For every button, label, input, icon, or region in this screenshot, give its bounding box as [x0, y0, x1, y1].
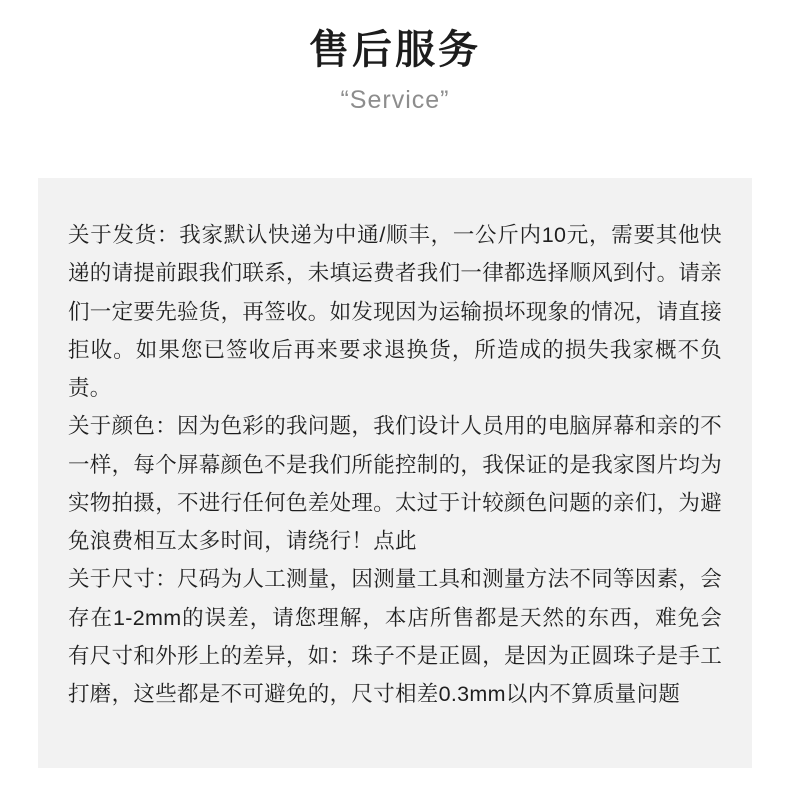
color-paragraph: 关于颜色：因为色彩的我问题，我们设计人员用的电脑屏幕和亲的不一样，每个屏幕颜色不是我们所能控制的，我保证的是我家图片均为实物拍摄，不进行任何色差处理。太过于计较颜色问题的亲们，为避免浪费相互太多时间，请绕行！点此 — [68, 414, 723, 554]
shipping-paragraph: 关于发货：我家默认快递为中通/顺丰，一公斤内10元，需要其他快递的请提前跟我们联系，未填运费者我们一律都选择顺风到付。请亲们一定要先验货，再签收。如发现因为运输损坏现象的情况，请直接拒收。如果您已签收后再来要求退换货，所造成的损失我家概不负责。 — [68, 223, 723, 401]
page-header — [0, 0, 790, 115]
size-paragraph: 关于尺寸：尺码为人工测量，因测量工具和测量方法不同等因素，会存在1-2mm的误差，请您理解，本店所售都是天然的东西，难免会有尺寸和外形上的差异，如：珠子不是正圆，是因为正圆珠子是手工打磨，这些都是不可避免的，尺寸相差0.3mm以内不算质量问题 — [68, 567, 723, 707]
service-info-panel — [38, 178, 752, 768]
page-title: 售后服务 — [309, 28, 481, 72]
page-subtitle: “Service” — [340, 86, 450, 114]
